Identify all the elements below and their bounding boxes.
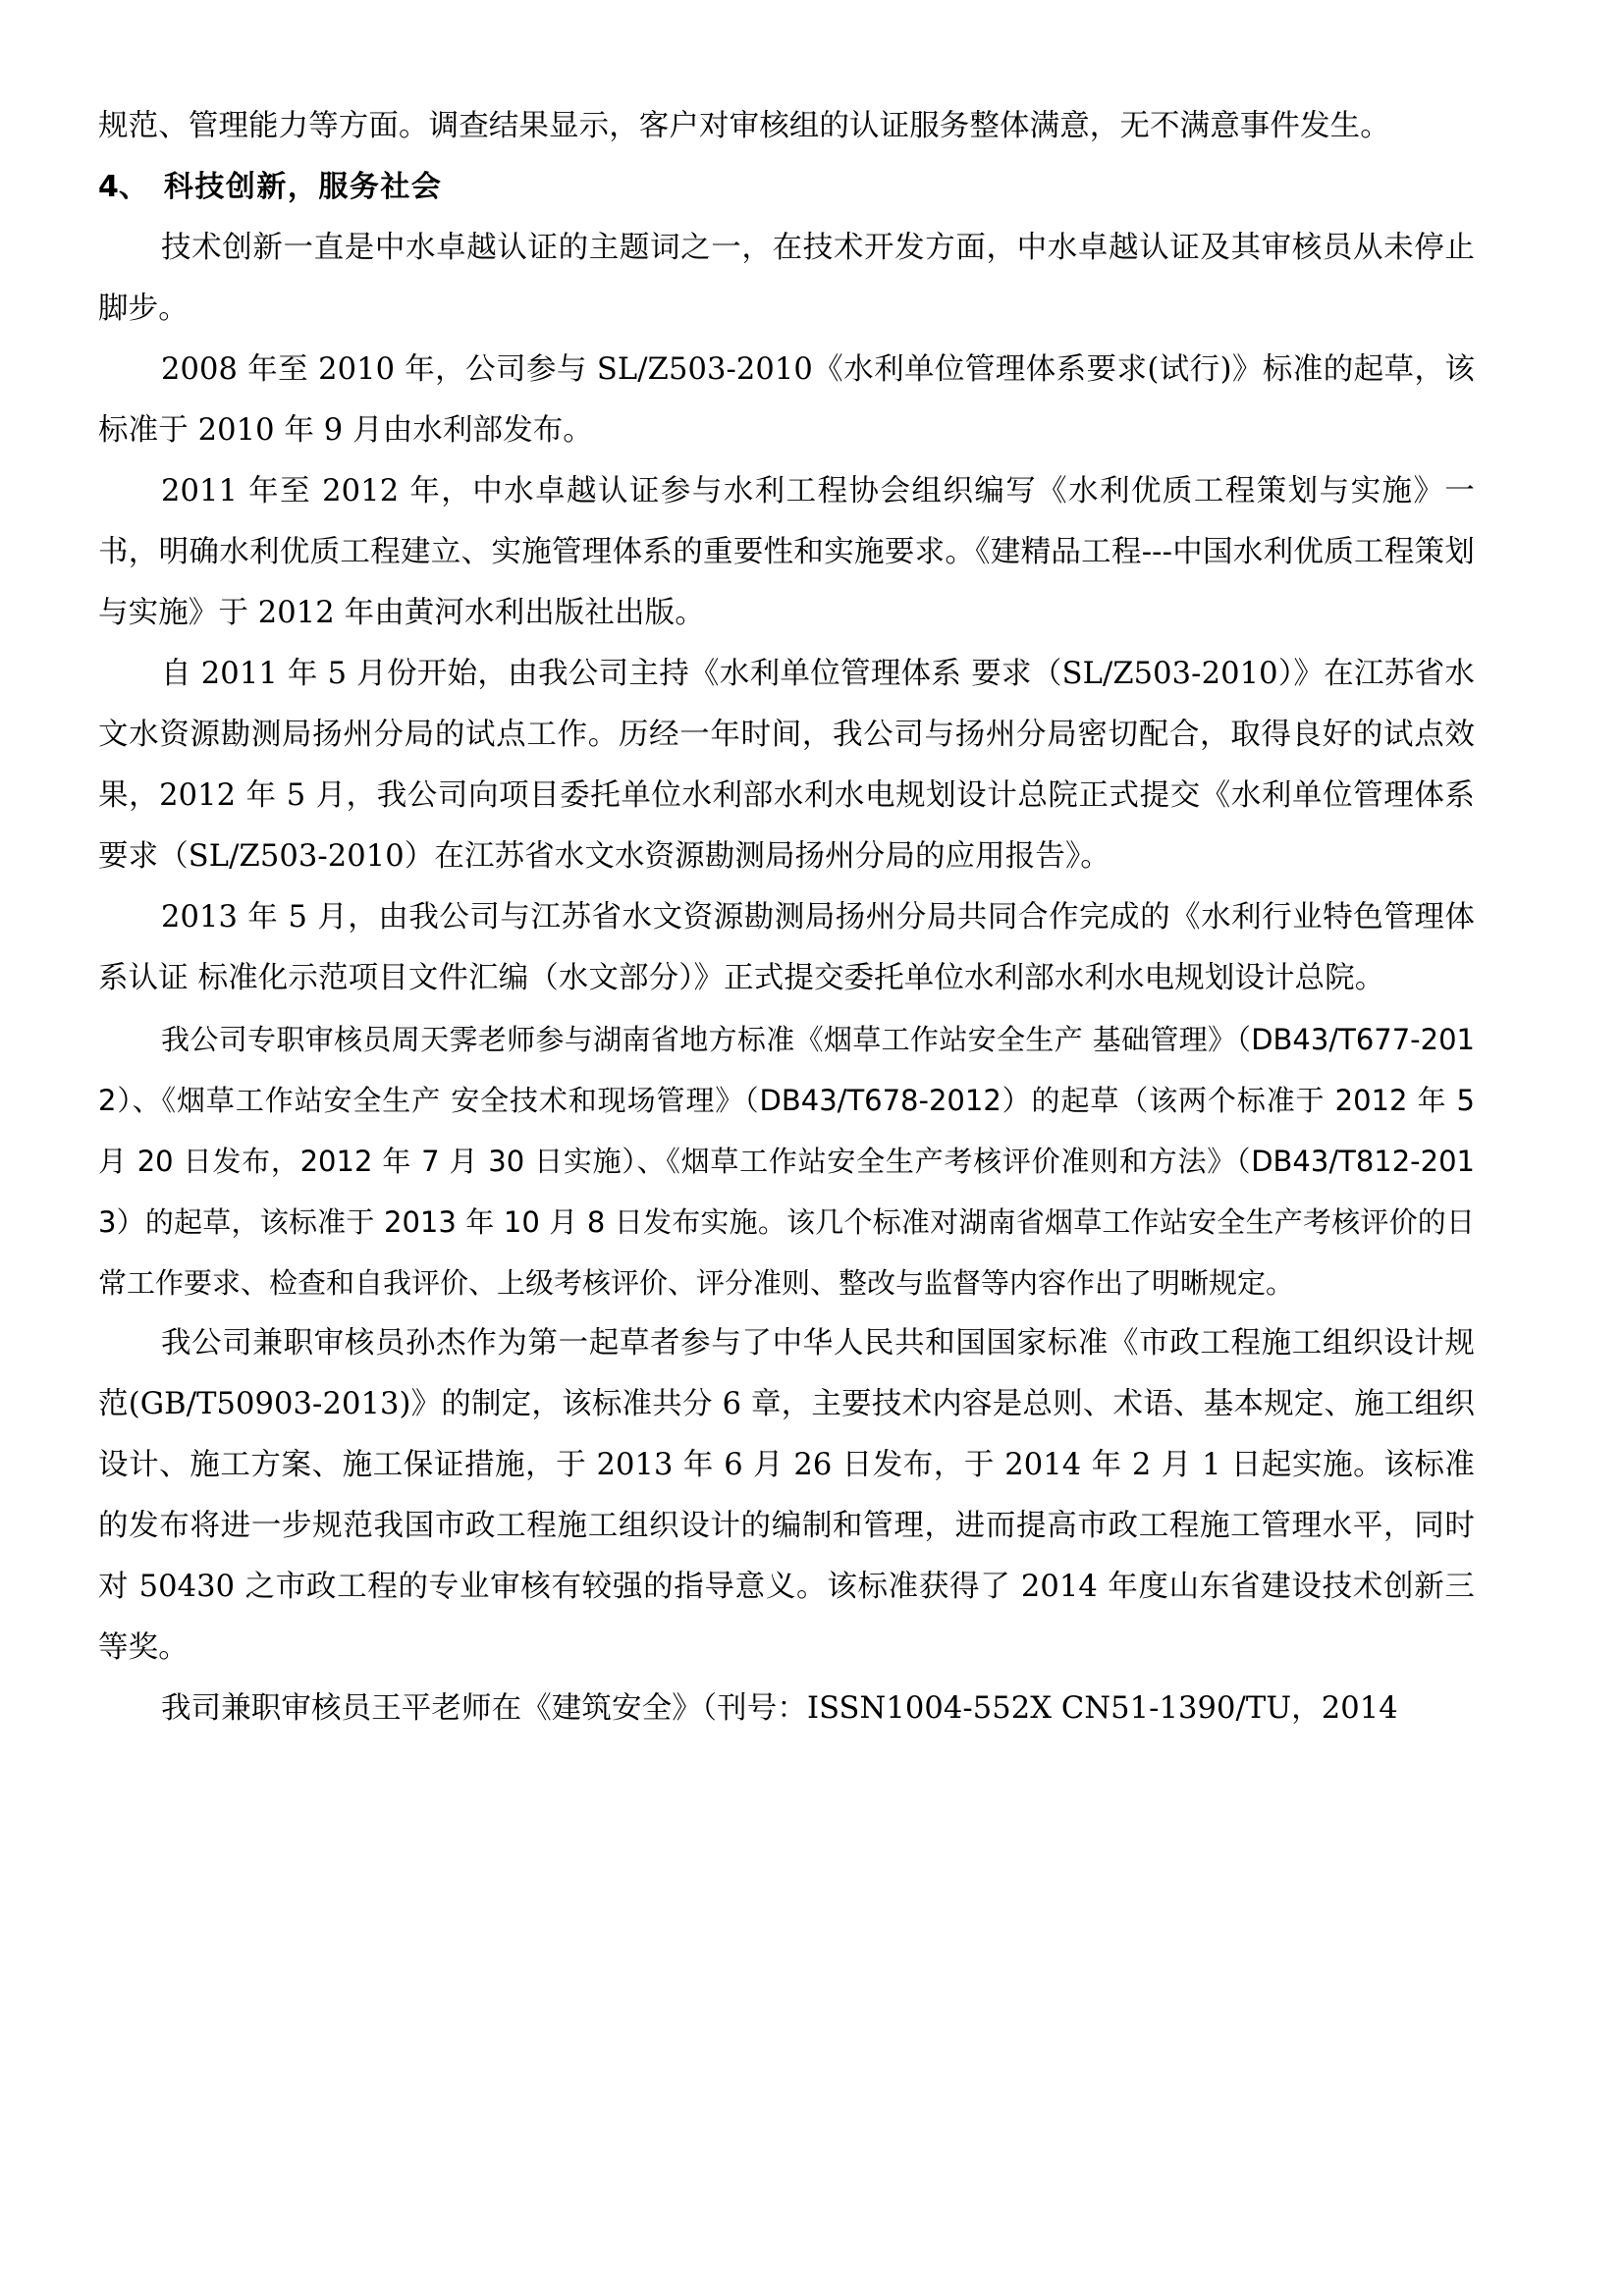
paragraph-2013-hydrology-compilation: 2013 年 5 月，由我公司与江苏省水文资源勘测局扬州分局共同合作完成的《水利行业特色管理体系认证 标准化示范项目文件汇编（水文部分）》正式提交委托单位水利部水利水电规划设计总院。 [98,900,1475,995]
paragraph-auditor-zhou-tianji: 我公司专职审核员周天霁老师参与湖南省地方标准《烟草工作站安全生产 基础管理》（DB43/T677-2012）、《烟草工作站安全生产 安全技术和现场管理》（DB43/T678-2012）的起草（该两个标准于 2012 年 5 月 20 日发布，2012 年 7 月 30 日实施）、《烟草工作站安全生产考核评价准则和方法》（DB43/T812-2013）的起草，该标准于 2013 年 10 月 8 日发布实施。该几个标准对湖南省烟草工作站安全生产考核评价的日常工作要求、检查和自我评价、上级考核评价、评分准则、整改与监督等内容作出了明晰规定。 [98,1023,1475,1300]
document-body [98,96,1475,1739]
heading-number: 4、 [98,170,148,204]
paragraph-survey-conclusion: 规范、管理能力等方面。调查结果显示，客户对审核组的认证服务整体满意，无不满意事件发生。 [98,109,1390,143]
heading-text: 科技创新，服务社会 [163,170,443,204]
paragraph-2011-pilot-project: 自 2011 年 5 月份开始，由我公司主持《水利单位管理体系 要求（SL/Z503-2010）》在江苏省水文水资源勘测局扬州分局的试点工作。历经一年时间，我公司与扬州分局密切配合，取得良好的试点效果，2012 年 5 月，我公司向项目委托单位水利部水利水电规划设计总院正式提交《水利单位管理体系 要求（SL/Z503-2010）在江苏省水文水资源勘测局扬州分局的应用报告》。 [98,657,1475,874]
paragraph-auditor-wang-ping: 我司兼职审核员王平老师在《建筑安全》（刊号：ISSN1004-552X CN51-1390/TU，2014 [161,1691,1398,1726]
heading-section-4 [98,157,1475,218]
paragraph-2011-2012-book: 2011 年至 2012 年，中水卓越认证参与水利工程协会组织编写《水利优质工程策划与实施》一书，明确水利优质工程建立、实施管理体系的重要性和实施要求。《建精品工程---中国水利优质工程策划与实施》于 2012 年由黄河水利出版社出版。 [98,474,1475,630]
paragraph-2008-2010-standard: 2008 年至 2010 年，公司参与 SL/Z503-2010《水利单位管理体系要求(试行)》标准的起草，该标准于 2010 年 9 月由水利部发布。 [98,352,1475,448]
paragraph-innovation-intro: 技术创新一直是中水卓越认证的主题词之一，在技术开发方面，中水卓越认证及其审核员从未停止脚步。 [98,231,1475,326]
paragraph-auditor-sun-jie: 我公司兼职审核员孙杰作为第一起草者参与了中华人民共和国国家标准《市政工程施工组织设计规范(GB/T50903-2013)》的制定，该标准共分 6 章，主要技术内容是总则、术语、基本规定、施工组织设计、施工方案、施工保证措施，于 2013 年 6 月 26 日发布，于 2014 年 2 月 1 日起实施。该标准的发布将进一步规范我国市政工程施工组织设计的编制和管理，进而提高市政工程施工管理水平，同时对 50430 之市政工程的专业审核有较强的指导意义。该标准获得了 2014 年度山东省建设技术创新三等奖。 [98,1326,1475,1665]
